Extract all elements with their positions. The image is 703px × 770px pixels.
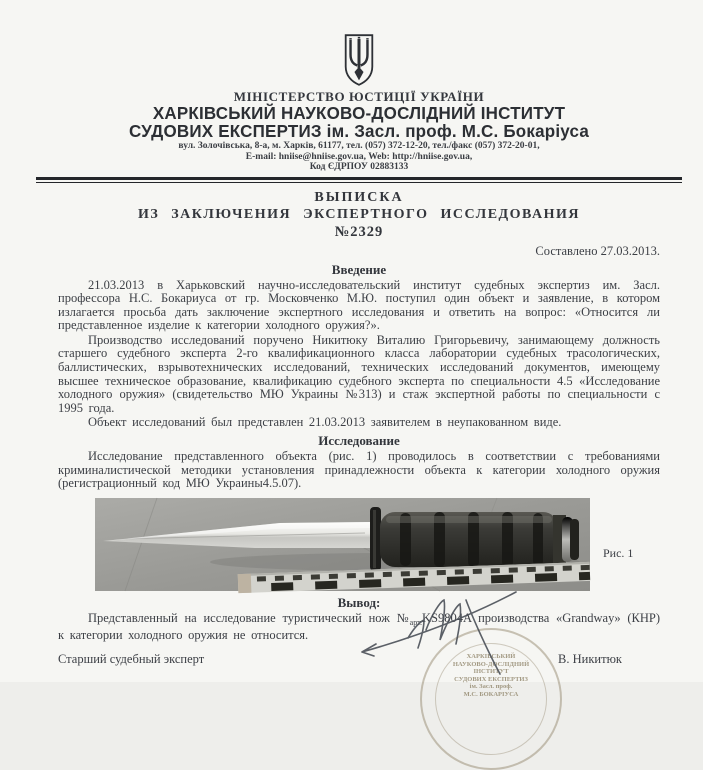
stamp-text-line: НАУКОВО-ДОСЛІДНИЙ [452, 660, 530, 668]
research-paragraph: Исследование представленного объекта (рис. 1) проводилось в соответствии с требованиями криминалистической методики установления принадлежности объекта к категории холодного оружия (регистрационный код МЮ Украины4.5.07). [58, 449, 660, 491]
stamp-text-line: М.С. БОКАРІУСА [463, 690, 519, 698]
document-title [58, 190, 660, 241]
stamp-text-line: СУДОВИХ ЕКСПЕРТИЗ [454, 675, 528, 683]
title-line-1: ВЫПИСКА [314, 189, 404, 205]
stamp-text-line: ХАРКІВСЬКИЙ [466, 653, 516, 660]
title-number: №2329 [334, 223, 384, 240]
knife-pommel [553, 515, 579, 564]
article-subscript: арт. [409, 617, 423, 627]
knife-photo-image [95, 498, 590, 591]
ukraine-trident-emblem [58, 34, 660, 86]
conclusion-heading: Вывод: [337, 594, 381, 610]
letterhead [58, 34, 660, 183]
handwritten-signature [348, 586, 533, 682]
intro-heading: Введение [331, 261, 387, 277]
title-line-2: ИЗ ЗАКЛЮЧЕНИЯ ЭКСПЕРТНОГО ИССЛЕДОВАНИЯ [137, 206, 581, 222]
header-divider [36, 177, 682, 183]
conclusion-text-part1: Представленный на исследование туристический нож № [88, 610, 410, 625]
intro-paragraph-1: 21.03.2013 в Харьковский научно-исследовательский институт судебных экспертиз им. Засл. профессора Н.С. Бокариуса от гр. Московченко М.Ю. поступил один объект и заявление, в котором излагается просьба дать заключение экспертного исследования и ответить на вопрос: «Относится ли представленное изделие к категории холодного оружия?». [58, 277, 660, 333]
stamp-text-line: ІНСТИТУТ [473, 668, 509, 675]
contact-line: E-mail: hniise@hniise.gov.ua, Web: http://hniise.gov.ua, [245, 151, 473, 162]
edrpou-code-line: Код ЄДРПОУ 02883133 [309, 162, 409, 172]
institute-name-line1: ХАРКІВСЬКИЙ НАУКОВО-ДОСЛІДНИЙ ІНСТИТУТ [152, 103, 566, 124]
ministry-line: МІНІСТЕРСТВО ЮСТИЦІЇ УКРАЇНИ [233, 89, 485, 104]
stamp-text-line: ім. Засл. проф. [469, 683, 513, 690]
intro-paragraph-3: Объект исследований был представлен 21.03.2013 заявителем в неупакованном виде. [88, 415, 562, 430]
figure-caption: Рис. 1 [603, 545, 634, 560]
knife-handle [380, 512, 558, 567]
research-heading: Исследование [318, 433, 400, 449]
expert-name: В. Никитюк [558, 652, 622, 666]
conclusion-text-part2: KS9804A производства «Grandway» (КНР) к категории холодного оружия не относится. [58, 610, 661, 643]
institute-name-line2: СУДОВИХ ЕКСПЕРТИЗ ім. Засл. проф. М.С. Бокаріуса [128, 121, 589, 142]
knife-photo [95, 498, 634, 591]
knife-guard [370, 507, 381, 571]
intro-paragraph-2: Производство исследований поручено Никитюку Виталию Григорьевичу, занимающему должность старшего судебного эксперта 2-го квалификационного класса лаборатории судебных трасологических, баллистических, взрывотехнических исследований, технических исследований документов, имеющему высшее техническое образование, квалификацию судебного эксперта по специальности 4.5 «Исследование холодного оружия» (свидетельство МЮ Украины №313) и стаж экспертной работы по специальности с 1995 года. [58, 332, 660, 415]
compiled-date: Составлено 27.03.2013. [535, 243, 660, 258]
trident-icon [340, 34, 378, 86]
expert-role-label: Старший судебный эксперт [58, 652, 205, 666]
address-line: вул. Золочівська, 8-а, м. Харків, 61177, тел. (057) 372-12-20, тел./факс (057) 372-20-01, [178, 141, 540, 151]
